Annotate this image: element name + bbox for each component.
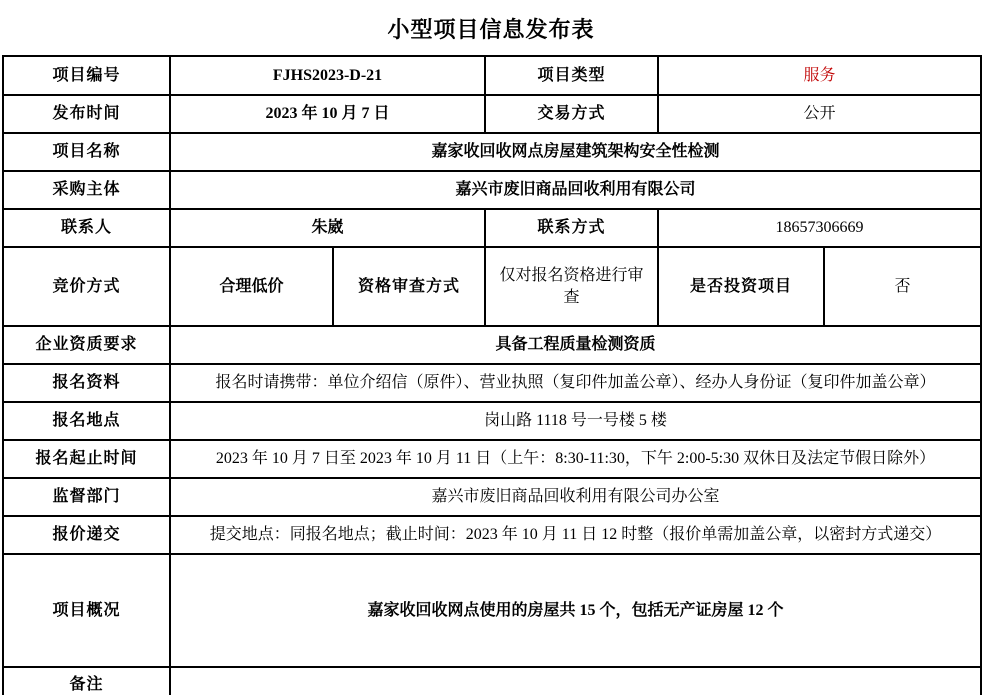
registration-period-label: 报名起止时间 xyxy=(3,440,170,478)
registration-location-value: 岗山路 1118 号一号楼 5 楼 xyxy=(170,402,981,440)
enterprise-qualification-label: 企业资质要求 xyxy=(3,326,170,364)
supervision-department-value: 嘉兴市废旧商品回收利用有限公司办公室 xyxy=(170,478,981,516)
project-info-table xyxy=(2,55,982,695)
table-row xyxy=(3,402,981,440)
project-overview-label: 项目概况 xyxy=(3,554,170,667)
table-row xyxy=(3,56,981,95)
contact-person-value: 朱崴 xyxy=(170,209,485,247)
bidding-method-label: 竞价方式 xyxy=(3,247,170,326)
quotation-submission-label: 报价递交 xyxy=(3,516,170,554)
table-row xyxy=(3,364,981,402)
table-row xyxy=(3,209,981,247)
contact-method-label: 联系方式 xyxy=(485,209,658,247)
publish-date-value: 2023 年 10 月 7 日 xyxy=(170,95,485,133)
contact-person-label: 联系人 xyxy=(3,209,170,247)
project-number-label: 项目编号 xyxy=(3,56,170,95)
project-name-value: 嘉家收回收网点房屋建筑架构安全性检测 xyxy=(170,133,981,171)
table-row xyxy=(3,171,981,209)
quotation-submission-value: 提交地点：同报名地点；截止时间：2023 年 10 月 11 日 12 时整（报价单需加盖公章，以密封方式递交） xyxy=(170,516,981,554)
trade-method-label: 交易方式 xyxy=(485,95,658,133)
project-type-label: 项目类型 xyxy=(485,56,658,95)
investment-project-label: 是否投资项目 xyxy=(658,247,824,326)
registration-materials-value: 报名时请携带：单位介绍信（原件）、营业执照（复印件加盖公章）、经办人身份证（复印件加盖公章） xyxy=(170,364,981,402)
table-row xyxy=(3,516,981,554)
supervision-department-label: 监督部门 xyxy=(3,478,170,516)
table-row xyxy=(3,440,981,478)
registration-period-value: 2023 年 10 月 7 日至 2023 年 10 月 11 日（上午：8:30-11:30，下午 2:00-5:30 双休日及法定节假日除外） xyxy=(170,440,981,478)
table-row xyxy=(3,667,981,695)
page-title: 小型项目信息发布表 xyxy=(387,17,595,42)
qualification-review-value: 仅对报名资格进行审查 xyxy=(485,247,658,326)
project-name-label: 项目名称 xyxy=(3,133,170,171)
project-overview-value: 嘉家收回收网点使用的房屋共 15 个，包括无产证房屋 12 个 xyxy=(170,554,981,667)
registration-location-label: 报名地点 xyxy=(3,402,170,440)
table-row xyxy=(3,326,981,364)
trade-method-value: 公开 xyxy=(658,95,981,133)
qualification-review-label: 资格审查方式 xyxy=(333,247,485,326)
contact-method-value: 18657306669 xyxy=(658,209,981,247)
registration-materials-label: 报名资料 xyxy=(3,364,170,402)
investment-project-value: 否 xyxy=(824,247,981,326)
table-row xyxy=(3,478,981,516)
remarks-value xyxy=(170,667,981,695)
purchaser-value: 嘉兴市废旧商品回收利用有限公司 xyxy=(170,171,981,209)
table-row xyxy=(3,133,981,171)
project-type-value: 服务 xyxy=(658,56,981,95)
purchaser-label: 采购主体 xyxy=(3,171,170,209)
project-number-value: FJHS2023-D-21 xyxy=(170,56,485,95)
enterprise-qualification-value: 具备工程质量检测资质 xyxy=(170,326,981,364)
table-row xyxy=(3,95,981,133)
remarks-label: 备注 xyxy=(3,667,170,695)
publish-date-label: 发布时间 xyxy=(3,95,170,133)
table-row xyxy=(3,554,981,667)
bidding-method-value: 合理低价 xyxy=(170,247,333,326)
table-row xyxy=(3,247,981,326)
